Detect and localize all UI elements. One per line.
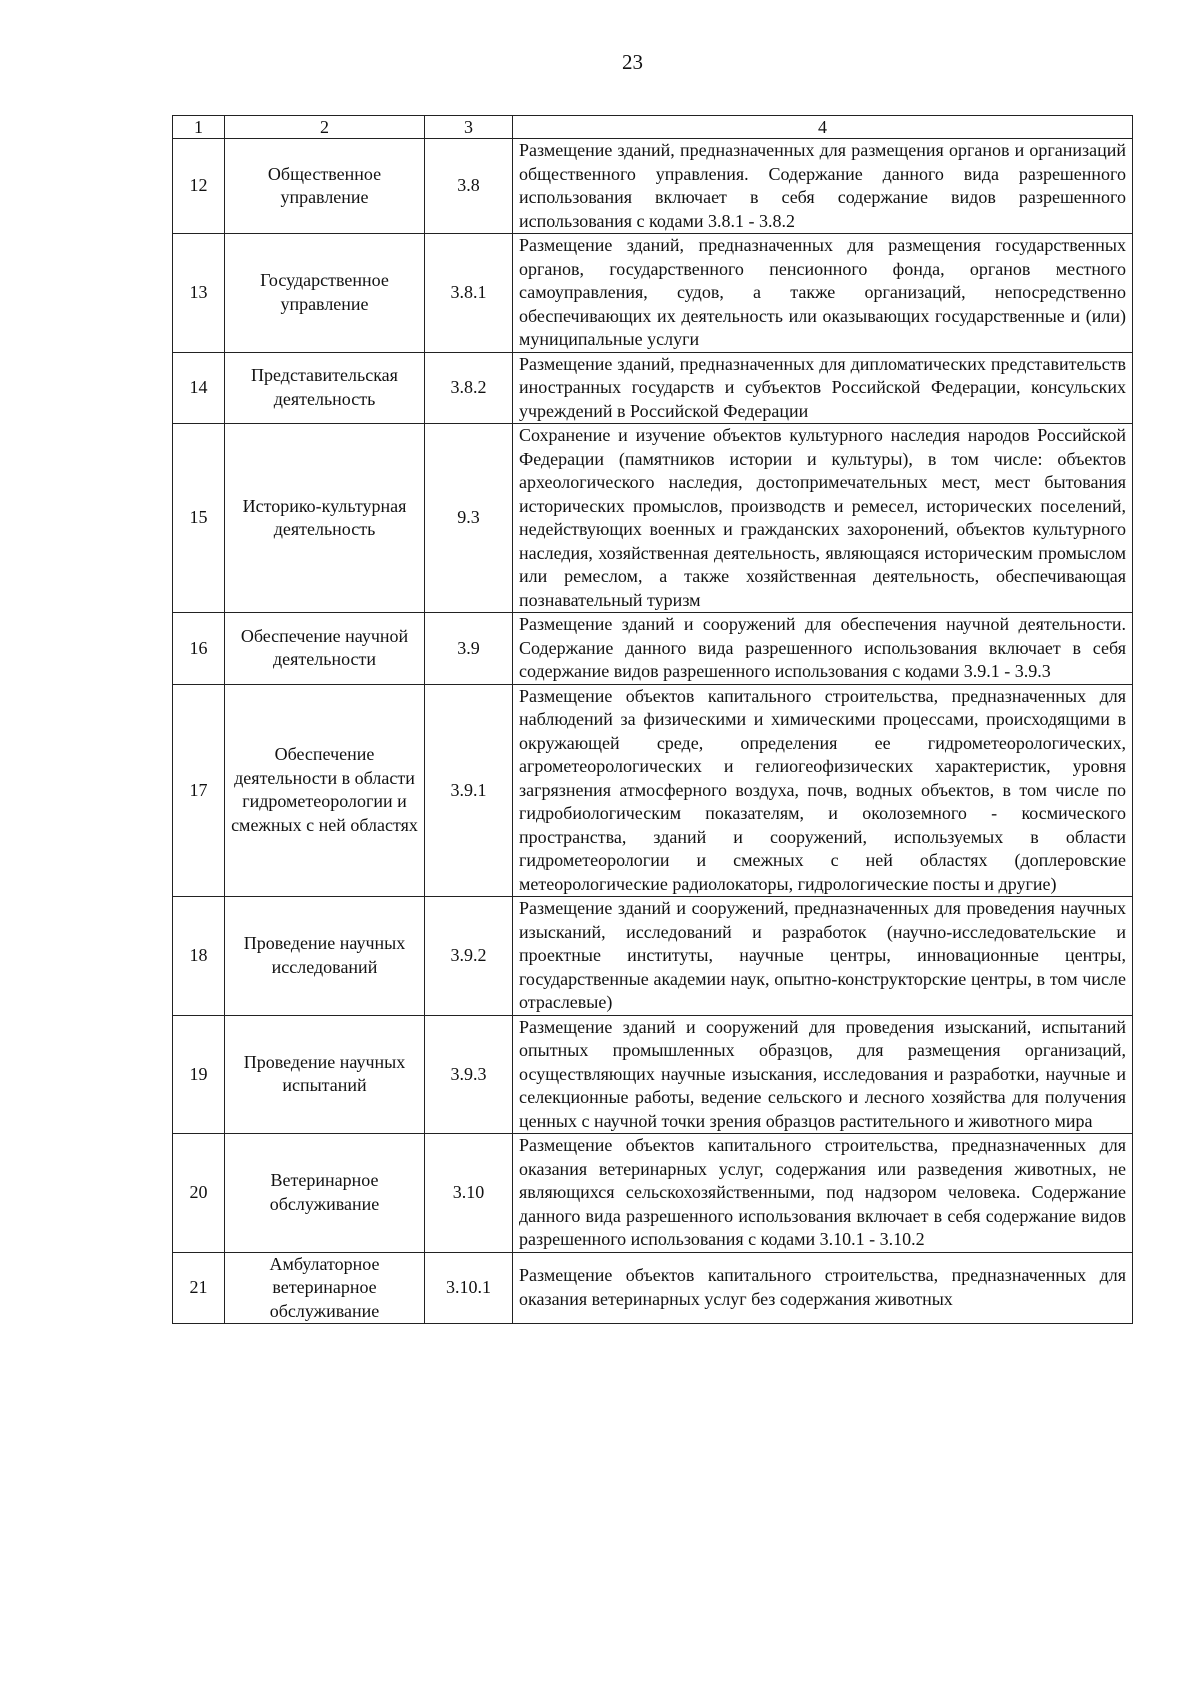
land-use-table xyxy=(172,115,1133,1324)
row-number: 13 xyxy=(173,234,225,353)
table-row xyxy=(173,1015,1133,1134)
row-number: 17 xyxy=(173,684,225,897)
use-description: Размещение объектов капитального строительства, предназначенных для оказания ветеринарных услуг, содержания или разведения животных, не являющихся сельскохозяйственными, под надзором человека. Содержание данного вида разрешенного использования включает в себя содержание видов разрешенного использования с кодами 3.10.1 - 3.10.2 xyxy=(513,1134,1133,1253)
row-number: 18 xyxy=(173,897,225,1016)
use-name: Проведение научных исследований xyxy=(225,897,425,1016)
use-description: Размещение зданий и сооружений, предназначенных для проведения научных изысканий, исследований и разработок (научно-исследовательские и проектные институты, научные центры, инновационные центры, государственные академии наук, опытно-конструкторские центры, в том числе отраслевые) xyxy=(513,897,1133,1016)
row-number: 12 xyxy=(173,139,225,234)
table-row xyxy=(173,684,1133,897)
header-col-4: 4 xyxy=(513,116,1133,139)
use-description: Размещение зданий и сооружений для обеспечения научной деятельности. Содержание данного вида разрешенного использования включает в себя содержание видов разрешенного использования с кодами 3.9.1 - 3.9.3 xyxy=(513,613,1133,685)
use-description: Размещение зданий и сооружений для проведения изысканий, испытаний опытных промышленных образцов, для размещения организаций, осуществляющих научные изыскания, исследования и разработки, научные и селекционные работы, ведение сельского и лесного хозяйства для получения ценных с научной точки зрения образцов растительного и животного мира xyxy=(513,1015,1133,1134)
use-description: Сохранение и изучение объектов культурного наследия народов Российской Федерации (памятников истории и культуры), в том числе: объектов археологического наследия, достопримечательных мест, мест бытования исторических промыслов, производств и ремесел, исторических поселений, недействующих военных и гражданских захоронений, объектов культурного наследия, хозяйственная деятельность, являющаяся историческим промыслом или ремеслом, а также хозяйственная деятельность, обеспечивающая познавательный туризм xyxy=(513,424,1133,613)
use-description: Размещение зданий, предназначенных для размещения государственных органов, государственного пенсионного фонда, органов местного самоуправления, судов, а также организаций, непосредственно обеспечивающих их деятельность или оказывающих государственные и (или) муниципальные услуги xyxy=(513,234,1133,353)
row-number: 19 xyxy=(173,1015,225,1134)
table-row xyxy=(173,139,1133,234)
table-row xyxy=(173,234,1133,353)
use-description: Размещение зданий, предназначенных для дипломатических представительств иностранных государств и субъектов Российской Федерации, консульских учреждений в Российской Федерации xyxy=(513,352,1133,424)
table-row xyxy=(173,1252,1133,1324)
row-number: 20 xyxy=(173,1134,225,1253)
use-name: Государственное управление xyxy=(225,234,425,353)
use-code: 3.8.2 xyxy=(425,352,513,424)
table-row xyxy=(173,613,1133,685)
use-name: Историко-культурная деятельность xyxy=(225,424,425,613)
use-code: 3.9.1 xyxy=(425,684,513,897)
use-code: 9.3 xyxy=(425,424,513,613)
use-code: 3.9 xyxy=(425,613,513,685)
use-code: 3.9.2 xyxy=(425,897,513,1016)
use-name: Общественное управление xyxy=(225,139,425,234)
header-col-1: 1 xyxy=(173,116,225,139)
use-code: 3.9.3 xyxy=(425,1015,513,1134)
table-row xyxy=(173,424,1133,613)
row-number: 21 xyxy=(173,1252,225,1324)
use-name: Обеспечение научной деятельности xyxy=(225,613,425,685)
use-description: Размещение объектов капитального строительства, предназначенных для наблюдений за физическими и химическими процессами, происходящими в окружающей среде, определения ее гидрометеорологических, агрометеорологических и гелиогеофизических характеристик, уровня загрязнения атмосферного воздуха, почв, водных объектов, в том числе по гидробиологическим показателям, и околоземного - космического пространства, зданий и сооружений, используемых в области гидрометеорологии и смежных с ней областях (доплеровские метеорологические радиолокаторы, гидрологические посты и другие) xyxy=(513,684,1133,897)
table-row xyxy=(173,352,1133,424)
use-description: Размещение объектов капитального строительства, предназначенных для оказания ветеринарных услуг без содержания животных xyxy=(513,1252,1133,1324)
use-name: Представительская деятельность xyxy=(225,352,425,424)
use-code: 3.10 xyxy=(425,1134,513,1253)
use-code: 3.10.1 xyxy=(425,1252,513,1324)
row-number: 15 xyxy=(173,424,225,613)
use-name: Амбулаторное ветеринарное обслуживание xyxy=(225,1252,425,1324)
use-code: 3.8.1 xyxy=(425,234,513,353)
table-row xyxy=(173,1134,1133,1253)
use-name: Ветеринарное обслуживание xyxy=(225,1134,425,1253)
use-description: Размещение зданий, предназначенных для размещения органов и организаций общественного управления. Содержание данного вида разрешенного использования включает в себя содержание видов разрешенного использования с кодами 3.8.1 - 3.8.2 xyxy=(513,139,1133,234)
row-number: 16 xyxy=(173,613,225,685)
header-col-3: 3 xyxy=(425,116,513,139)
use-code: 3.8 xyxy=(425,139,513,234)
row-number: 14 xyxy=(173,352,225,424)
table-row xyxy=(173,897,1133,1016)
use-name: Проведение научных испытаний xyxy=(225,1015,425,1134)
page-number: 23 xyxy=(622,50,643,74)
header-col-2: 2 xyxy=(225,116,425,139)
use-name: Обеспечение деятельности в области гидрометеорологии и смежных с ней областях xyxy=(225,684,425,897)
header-row xyxy=(173,116,1133,139)
